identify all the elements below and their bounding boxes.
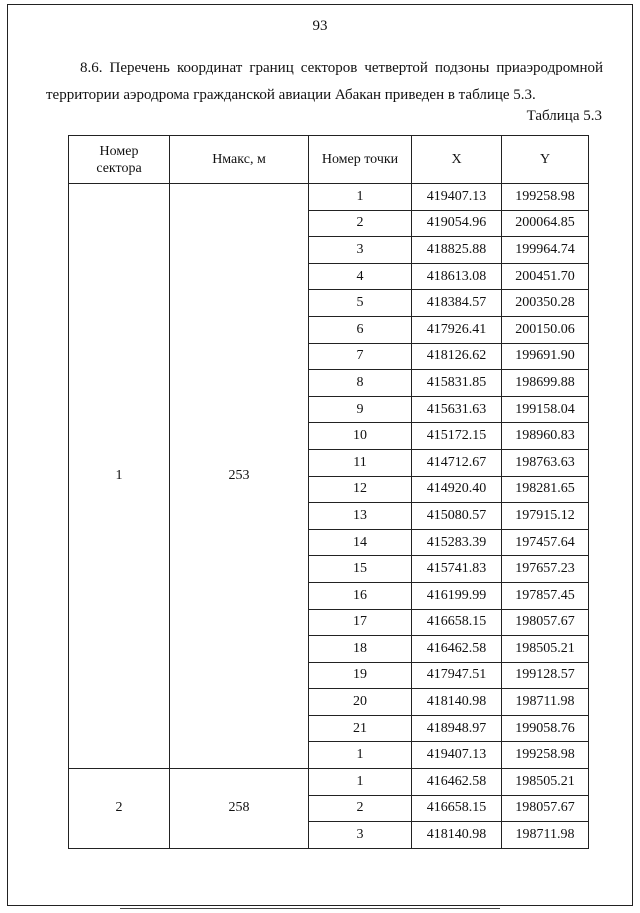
y-coordinate-cell: 198505.21	[502, 769, 589, 796]
x-coordinate-cell: 419054.96	[412, 210, 502, 237]
y-coordinate-cell: 199128.57	[502, 662, 589, 689]
page-edge-line	[120, 908, 500, 909]
table-row	[69, 184, 589, 211]
header-x: X	[412, 136, 502, 184]
y-coordinate-cell: 198505.21	[502, 636, 589, 663]
hmax-cell: 258	[170, 769, 309, 849]
y-coordinate-cell: 199258.98	[502, 184, 589, 211]
point-number-cell: 18	[309, 636, 412, 663]
page-number: 93	[312, 18, 328, 34]
point-number-cell: 16	[309, 582, 412, 609]
sector-number-cell: 1	[69, 184, 170, 769]
point-number-cell: 9	[309, 396, 412, 423]
x-coordinate-cell: 417947.51	[412, 662, 502, 689]
x-coordinate-cell: 418825.88	[412, 237, 502, 264]
header-sector-line-1: Номер	[99, 143, 139, 159]
point-number-cell: 21	[309, 715, 412, 742]
intro-paragraph	[46, 55, 603, 109]
x-coordinate-cell: 416658.15	[412, 795, 502, 822]
y-coordinate-cell: 199258.98	[502, 742, 589, 769]
intro-line-2: территории аэродрома гражданской авиации Абакан приведен в таблице 5.3.	[46, 87, 536, 103]
y-coordinate-cell: 197857.45	[502, 582, 589, 609]
x-coordinate-cell: 418613.08	[412, 263, 502, 290]
point-number-cell: 1	[309, 769, 412, 796]
x-coordinate-cell: 416658.15	[412, 609, 502, 636]
x-coordinate-cell: 418140.98	[412, 822, 502, 849]
x-coordinate-cell: 416462.58	[412, 769, 502, 796]
y-coordinate-cell: 199691.90	[502, 343, 589, 370]
x-coordinate-cell: 418140.98	[412, 689, 502, 716]
y-coordinate-cell: 198699.88	[502, 370, 589, 397]
point-number-cell: 4	[309, 263, 412, 290]
y-coordinate-cell: 197457.64	[502, 529, 589, 556]
header-sector-number	[69, 136, 170, 184]
x-coordinate-cell: 419407.13	[412, 184, 502, 211]
x-coordinate-cell: 415172.15	[412, 423, 502, 450]
point-number-cell: 2	[309, 210, 412, 237]
header-y: Y	[502, 136, 589, 184]
y-coordinate-cell: 197657.23	[502, 556, 589, 583]
x-coordinate-cell: 415831.85	[412, 370, 502, 397]
hmax-cell: 253	[170, 184, 309, 769]
point-number-cell: 3	[309, 822, 412, 849]
sector-number-cell: 2	[69, 769, 170, 849]
header-hmax: Нмакс, м	[170, 136, 309, 184]
x-coordinate-cell: 415080.57	[412, 503, 502, 530]
point-number-cell: 10	[309, 423, 412, 450]
intro-line-1: 8.6. Перечень координат границ секторов четвертой подзоны приаэродромной	[80, 60, 603, 76]
header-sector-line-2: сектора	[96, 160, 142, 176]
point-number-cell: 5	[309, 290, 412, 317]
x-coordinate-cell: 414920.40	[412, 476, 502, 503]
coordinates-table	[68, 135, 589, 849]
point-number-cell: 6	[309, 316, 412, 343]
header-point-number: Номер точки	[309, 136, 412, 184]
x-coordinate-cell: 416199.99	[412, 582, 502, 609]
point-number-cell: 2	[309, 795, 412, 822]
y-coordinate-cell: 198057.67	[502, 795, 589, 822]
x-coordinate-cell: 415631.63	[412, 396, 502, 423]
x-coordinate-cell: 418384.57	[412, 290, 502, 317]
point-number-cell: 19	[309, 662, 412, 689]
y-coordinate-cell: 200451.70	[502, 263, 589, 290]
point-number-cell: 12	[309, 476, 412, 503]
y-coordinate-cell: 199964.74	[502, 237, 589, 264]
point-number-cell: 8	[309, 370, 412, 397]
point-number-cell: 20	[309, 689, 412, 716]
y-coordinate-cell: 199058.76	[502, 715, 589, 742]
point-number-cell: 1	[309, 742, 412, 769]
x-coordinate-cell: 416462.58	[412, 636, 502, 663]
y-coordinate-cell: 198960.83	[502, 423, 589, 450]
y-coordinate-cell: 200150.06	[502, 316, 589, 343]
table-body	[69, 184, 589, 849]
point-number-cell: 14	[309, 529, 412, 556]
y-coordinate-cell: 200064.85	[502, 210, 589, 237]
y-coordinate-cell: 198763.63	[502, 449, 589, 476]
point-number-cell: 7	[309, 343, 412, 370]
point-number-cell: 1	[309, 184, 412, 211]
x-coordinate-cell: 415283.39	[412, 529, 502, 556]
y-coordinate-cell: 198711.98	[502, 689, 589, 716]
y-coordinate-cell: 199158.04	[502, 396, 589, 423]
point-number-cell: 3	[309, 237, 412, 264]
y-coordinate-cell: 200350.28	[502, 290, 589, 317]
x-coordinate-cell: 419407.13	[412, 742, 502, 769]
table-row	[69, 769, 589, 796]
x-coordinate-cell: 417926.41	[412, 316, 502, 343]
x-coordinate-cell: 418948.97	[412, 715, 502, 742]
x-coordinate-cell: 418126.62	[412, 343, 502, 370]
y-coordinate-cell: 198711.98	[502, 822, 589, 849]
x-coordinate-cell: 415741.83	[412, 556, 502, 583]
x-coordinate-cell: 414712.67	[412, 449, 502, 476]
point-number-cell: 17	[309, 609, 412, 636]
point-number-cell: 11	[309, 449, 412, 476]
y-coordinate-cell: 198057.67	[502, 609, 589, 636]
y-coordinate-cell: 198281.65	[502, 476, 589, 503]
table-header-row	[69, 136, 589, 184]
point-number-cell: 15	[309, 556, 412, 583]
y-coordinate-cell: 197915.12	[502, 503, 589, 530]
point-number-cell: 13	[309, 503, 412, 530]
table-caption: Таблица 5.3	[526, 108, 602, 124]
